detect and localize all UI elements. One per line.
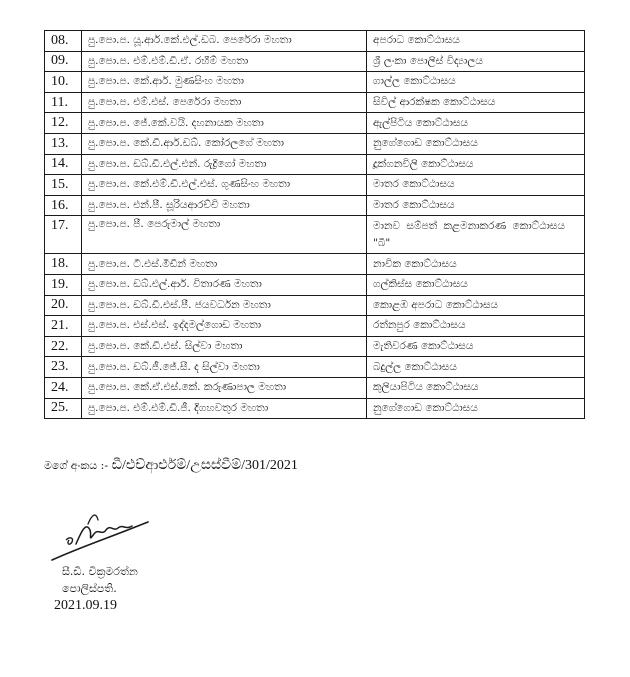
row-number: 23. xyxy=(45,357,82,378)
row-number: 09. xyxy=(45,51,82,72)
table-row xyxy=(45,175,585,196)
officer-name: පු.පො.ප. ඩබ්.එල්.ආර්. විතාරණ මහතා xyxy=(82,274,367,295)
officer-name: පු.පො.ප. කේ.ඩී.ආර්.ඩබ්. කෝරලගේ මහතා xyxy=(82,133,367,154)
assigned-division: මාතර කොට්ඨාසය xyxy=(367,175,585,196)
signature-image xyxy=(48,500,158,562)
row-number: 11. xyxy=(45,92,82,113)
officer-name: පු.පො.ප. ඩබ්.ජී.ජේ.සී. ද සිල්වා මහතා xyxy=(82,357,367,378)
officer-name: පු.පො.ප. කේ.ඒ.එස්.කේ. කරුණාපාල මහතා xyxy=(82,377,367,398)
officer-name: පු.පො.ප. එන්.පී. සූරියආරච්චි මහතා xyxy=(82,195,367,216)
row-number: 24. xyxy=(45,377,82,398)
assigned-division: රත්නපුර කොට්ඨාසය xyxy=(367,316,585,337)
row-number: 13. xyxy=(45,133,82,154)
table-row xyxy=(45,295,585,316)
assigned-division: ගල්කිස්ස කොට්ඨාසය xyxy=(367,274,585,295)
table-row xyxy=(45,254,585,275)
table-row xyxy=(45,72,585,93)
reference-line xyxy=(44,458,298,474)
reference-number: ඩී/එච්ආර්එම්/උසස්වීම්/301/2021 xyxy=(111,458,298,473)
officer-name: පු.පො.ප. යූ.ආර්.කේ.එල්.ඩබ. පෙරේරා මහතා xyxy=(82,31,367,52)
officer-name: පු.පො.ප. එස්.එස්. ඉද්දමල්ගොඩ මහතා xyxy=(82,316,367,337)
assigned-division: සිවිල් ආරක්ෂක කොට්ඨාසය xyxy=(367,92,585,113)
assigned-division: ඇල්පිටිය කොට්ඨාසය xyxy=(367,113,585,134)
officer-name: පු.පො.ප. කේ.එම්.ඩී.එල්.එස්. ගුණසිංහ මහතා xyxy=(82,175,367,196)
row-number: 15. xyxy=(45,175,82,196)
row-number: 18. xyxy=(45,254,82,275)
table-row xyxy=(45,195,585,216)
table-row xyxy=(45,377,585,398)
assigned-division: ශ්‍රී ලංකා පොලිස් විද්‍යාලය xyxy=(367,51,585,72)
assigned-division: නාවික කොට්ඨාසය xyxy=(367,254,585,275)
promotion-table-body xyxy=(45,31,585,419)
table-row xyxy=(45,216,585,254)
officer-name: පු.පො.ප. කේ.ඩී.එස්. සිල්වා මහතා xyxy=(82,336,367,357)
table-row xyxy=(45,398,585,419)
row-number: 22. xyxy=(45,336,82,357)
assigned-division: බදුල්ල කොට්ඨාසය xyxy=(367,357,585,378)
row-number: 25. xyxy=(45,398,82,419)
signatory-name: සී.ඩී. වික්‍රමරත්න xyxy=(62,565,138,578)
table-row xyxy=(45,154,585,175)
assigned-division: මැතිවරණ කොට්ඨාසය xyxy=(367,336,585,357)
assigned-division: නුගේගොඩ කොට්ඨාසය xyxy=(367,133,585,154)
table-row xyxy=(45,113,585,134)
assigned-division: කුලියාපිටිය කොට්ඨාසය xyxy=(367,377,585,398)
assigned-division: දූක්ගනවිලි කොට්ඨාසය xyxy=(367,154,585,175)
officer-name: පු.පො.ප. ඩබ්.ඩී.එල්.එන්. රුද්‍රිගෝ මහතා xyxy=(82,154,367,175)
table-row xyxy=(45,51,585,72)
row-number: 21. xyxy=(45,316,82,337)
officer-name: පු.පො.ප. එම්.එම්.ඩී.ඒ. රහීම් මහතා xyxy=(82,51,367,72)
table-row xyxy=(45,336,585,357)
table-row xyxy=(45,31,585,52)
officer-name: පු.පො.ප. ටී.එස්.මීඩීන් මහතා xyxy=(82,254,367,275)
row-number: 08. xyxy=(45,31,82,52)
officer-name: පු.පො.ප. පී. පෙරුමාල් මහතා xyxy=(82,216,367,254)
officer-name: පු.පො.ප. එම්.එස්. පෙරේරා මහතා xyxy=(82,92,367,113)
row-number: 20. xyxy=(45,295,82,316)
assigned-division: මාතර කොට්ඨාසය xyxy=(367,195,585,216)
assigned-division: ගාල්ල කොට්ඨාසය xyxy=(367,72,585,93)
officer-name: පු.පො.ප. කේ.ආර්. මුණසිංහ මහතා xyxy=(82,72,367,93)
officer-name: පු.පො.ප. ජේ.කේ.වයි. දහනායක මහතා xyxy=(82,113,367,134)
row-number: 14. xyxy=(45,154,82,175)
assigned-division: අපරාධ කොට්ඨාසය xyxy=(367,31,585,52)
signature-block xyxy=(54,563,138,614)
table-row xyxy=(45,316,585,337)
table-row xyxy=(45,357,585,378)
assigned-division: නුගේගොඩ කොට්ඨාසය xyxy=(367,398,585,419)
row-number: 17. xyxy=(45,216,82,254)
officer-name: පු.පො.ප. ඩබ්.ඩී.එස්.පී. ජයවර්ධන මහතා xyxy=(82,295,367,316)
table-row xyxy=(45,133,585,154)
assigned-division: කොළඹ අපරාධ කොට්ඨාසය xyxy=(367,295,585,316)
signatory-title: පොලිස්පති. xyxy=(62,582,117,595)
row-number: 19. xyxy=(45,274,82,295)
row-number: 10. xyxy=(45,72,82,93)
promotion-table xyxy=(44,30,585,419)
reference-label: මගේ අංකය :- xyxy=(44,459,112,472)
row-number: 16. xyxy=(45,195,82,216)
assigned-division: මානව සම්පත් කළමනාකරණ කොට්ඨාසය "බී" xyxy=(367,216,585,254)
officer-name: පු.පො.ප. එම්.එම්.ඩී.ජී. දිගහවතුර මහතා xyxy=(82,398,367,419)
signature-date: 2021.09.19 xyxy=(54,598,117,613)
table-row xyxy=(45,274,585,295)
table-row xyxy=(45,92,585,113)
row-number: 12. xyxy=(45,113,82,134)
